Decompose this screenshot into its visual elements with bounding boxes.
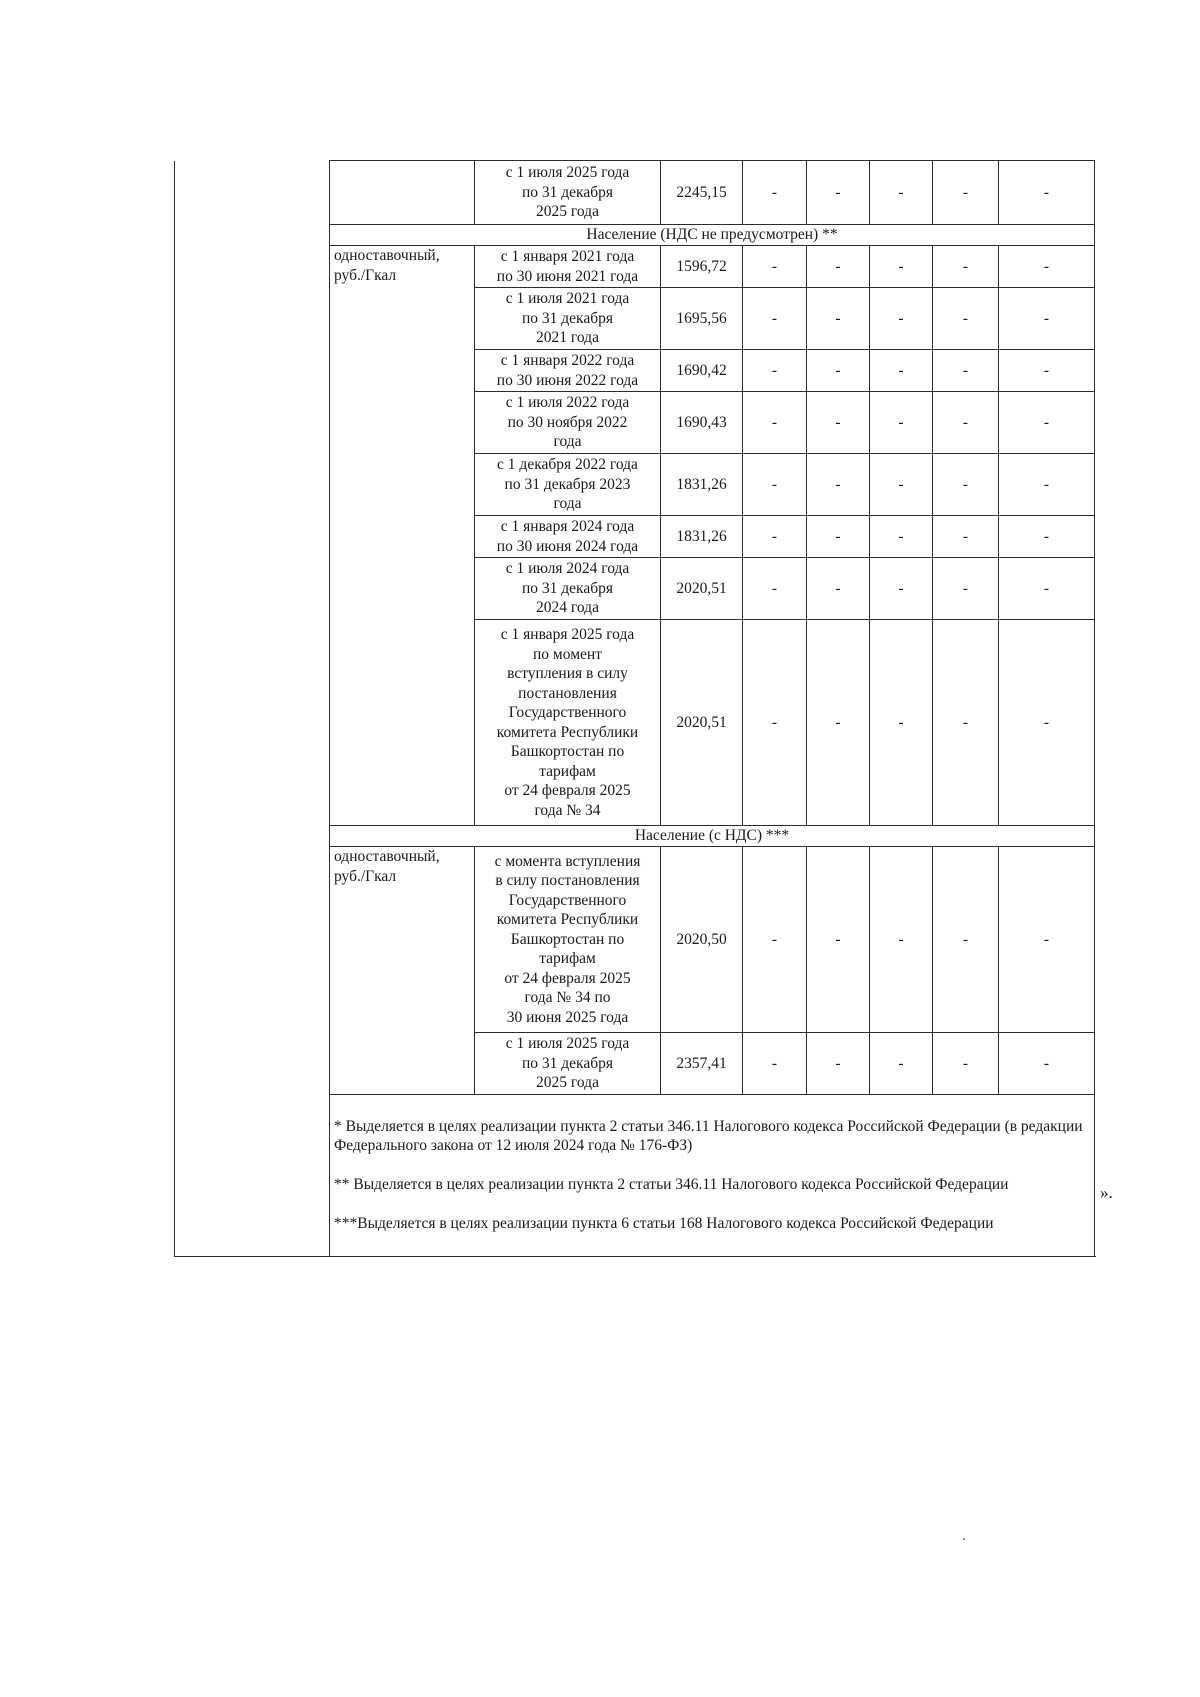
- footnotes-cell: [330, 1095, 1095, 1257]
- dash-cell: -: [933, 620, 999, 826]
- price-cell: 2020,51: [661, 620, 743, 826]
- price-cell: 1831,26: [661, 516, 743, 558]
- dash-cell: -: [870, 161, 933, 225]
- dash-cell: -: [807, 847, 870, 1033]
- price-cell: 1690,43: [661, 392, 743, 454]
- dash-cell: -: [870, 847, 933, 1033]
- dash-cell: -: [807, 558, 870, 620]
- scan-speck: [963, 1538, 965, 1540]
- dash-cell: -: [807, 516, 870, 558]
- dash-cell: -: [743, 1033, 807, 1095]
- dash-cell: -: [743, 288, 807, 350]
- organization-cell: [175, 161, 330, 1257]
- dash-cell: -: [933, 350, 999, 392]
- period-cell: с 1 января 2024 года по 30 июня 2024 года: [475, 516, 661, 558]
- dash-cell: -: [807, 454, 870, 516]
- dash-cell: -: [933, 516, 999, 558]
- dash-cell: -: [807, 350, 870, 392]
- dash-cell: -: [999, 558, 1095, 620]
- dash-cell: -: [933, 454, 999, 516]
- dash-cell: -: [807, 288, 870, 350]
- period-cell: с 1 января 2025 года по момент вступления в силу постановления Государственного комитета Республики Башкортостан по тарифам от 24 февраля 2025 года № 34: [475, 620, 661, 826]
- price-cell: 2357,41: [661, 1033, 743, 1095]
- dash-cell: -: [933, 246, 999, 288]
- dash-cell: -: [807, 620, 870, 826]
- dash-cell: -: [870, 246, 933, 288]
- tariff-table: [174, 160, 1095, 1257]
- dash-cell: -: [933, 1033, 999, 1095]
- dash-cell: -: [999, 516, 1095, 558]
- period-cell: с 1 июля 2024 года по 31 декабря 2024 года: [475, 558, 661, 620]
- section-title: Население (НДС не предусмотрен) **: [330, 225, 1095, 246]
- dash-cell: -: [870, 288, 933, 350]
- price-cell: 2020,51: [661, 558, 743, 620]
- dash-cell: -: [743, 246, 807, 288]
- period-cell: с 1 января 2021 года по 30 июня 2021 года: [475, 246, 661, 288]
- dash-cell: -: [743, 847, 807, 1033]
- dash-cell: -: [807, 161, 870, 225]
- dash-cell: -: [933, 847, 999, 1033]
- type-cell: [330, 161, 475, 225]
- tariff-type-cell: одноставочный, руб./Гкал: [330, 847, 475, 1095]
- price-cell: 1596,72: [661, 246, 743, 288]
- dash-cell: -: [807, 1033, 870, 1095]
- dash-cell: -: [743, 161, 807, 225]
- price-cell: 1690,42: [661, 350, 743, 392]
- dash-cell: -: [999, 392, 1095, 454]
- tariff-type-cell: одноставочный, руб./Гкал: [330, 246, 475, 826]
- price-cell: 2245,15: [661, 161, 743, 225]
- period-cell: с 1 июля 2022 года по 30 ноября 2022 года: [475, 392, 661, 454]
- dash-cell: -: [999, 1033, 1095, 1095]
- dash-cell: -: [743, 620, 807, 826]
- dash-cell: -: [999, 847, 1095, 1033]
- dash-cell: -: [870, 620, 933, 826]
- footnote: * Выделяется в целях реализации пункта 2 статьи 346.11 Налогового кодекса Российской Федерации (в редакции Федерального закона от 12 июля 2024 года № 176-ФЗ): [334, 1117, 1083, 1154]
- dash-cell: -: [999, 620, 1095, 826]
- price-cell: 2020,50: [661, 847, 743, 1033]
- period-cell: с 1 июля 2021 года по 31 декабря 2021 года: [475, 288, 661, 350]
- period-cell: с момента вступления в силу постановления Государственного комитета Республики Башкортостан по тарифам от 24 февраля 2025 года № 34 по 30 июня 2025 года: [475, 847, 661, 1033]
- price-cell: 1695,56: [661, 288, 743, 350]
- section-title: Население (с НДС) ***: [330, 826, 1095, 847]
- dash-cell: -: [933, 558, 999, 620]
- footnote: ***Выделяется в целях реализации пункта 6 статьи 168 Налогового кодекса Российской Федерации: [334, 1215, 994, 1232]
- period-cell: с 1 декабря 2022 года по 31 декабря 2023 года: [475, 454, 661, 516]
- closing-quote-mark: ».: [1100, 1183, 1113, 1202]
- dash-cell: -: [743, 454, 807, 516]
- dash-cell: -: [999, 454, 1095, 516]
- dash-cell: -: [743, 558, 807, 620]
- dash-cell: -: [807, 246, 870, 288]
- period-cell: с 1 июля 2025 года по 31 декабря 2025 года: [475, 1033, 661, 1095]
- period-cell: с 1 июля 2025 года по 31 декабря 2025 года: [475, 161, 661, 225]
- dash-cell: -: [933, 288, 999, 350]
- dash-cell: -: [870, 392, 933, 454]
- dash-cell: -: [999, 288, 1095, 350]
- dash-cell: -: [807, 392, 870, 454]
- period-cell: с 1 января 2022 года по 30 июня 2022 года: [475, 350, 661, 392]
- dash-cell: -: [999, 161, 1095, 225]
- dash-cell: -: [933, 392, 999, 454]
- dash-cell: -: [870, 1033, 933, 1095]
- dash-cell: -: [999, 246, 1095, 288]
- table-row: [175, 161, 1095, 225]
- dash-cell: -: [743, 392, 807, 454]
- dash-cell: -: [743, 350, 807, 392]
- dash-cell: -: [870, 350, 933, 392]
- price-cell: 1831,26: [661, 454, 743, 516]
- footnote: ** Выделяется в целях реализации пункта 2 статьи 346.11 Налогового кодекса Российской Федерации: [334, 1176, 1009, 1193]
- dash-cell: -: [933, 161, 999, 225]
- dash-cell: -: [870, 516, 933, 558]
- dash-cell: -: [743, 516, 807, 558]
- dash-cell: -: [999, 350, 1095, 392]
- dash-cell: -: [870, 558, 933, 620]
- dash-cell: -: [870, 454, 933, 516]
